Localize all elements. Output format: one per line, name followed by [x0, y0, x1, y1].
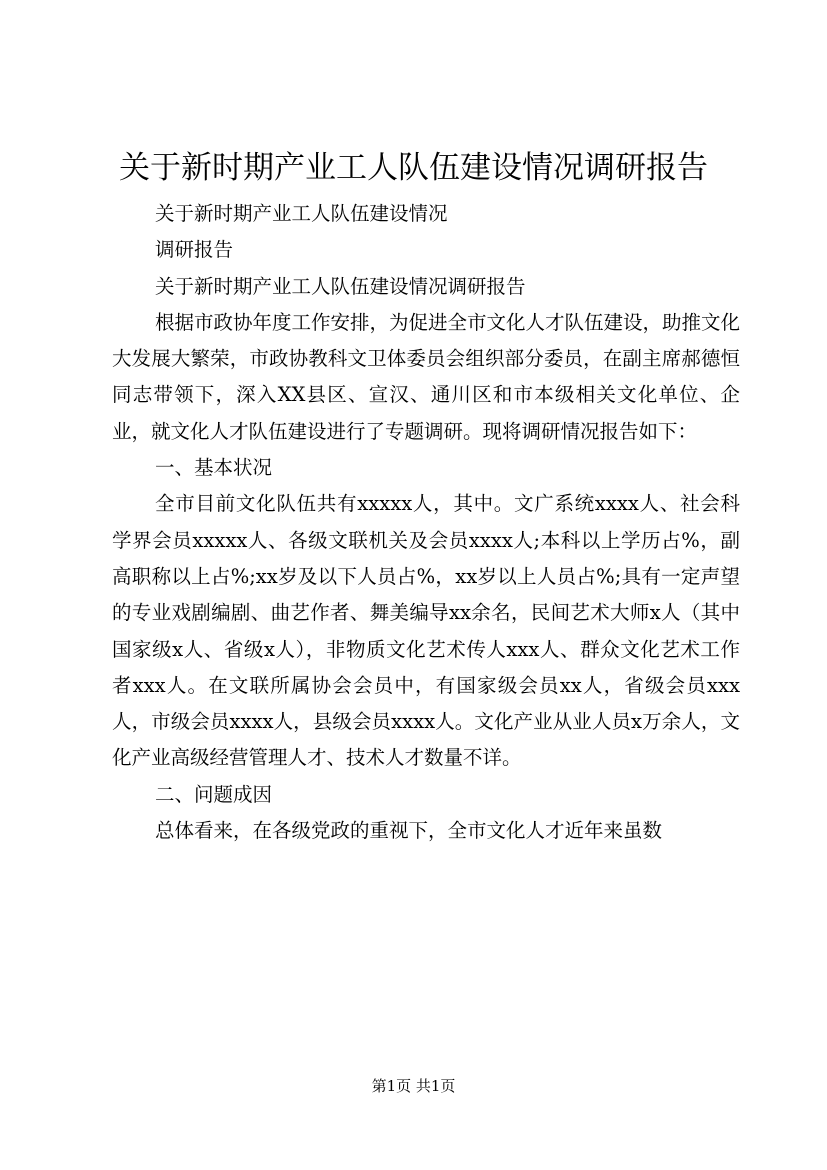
paragraph-repeated-title: 关于新时期产业工人队伍建设情况调研报告	[155, 274, 526, 298]
section-heading-problems: 二、问题成因	[155, 782, 273, 806]
document-body	[112, 196, 740, 849]
paragraph-subtitle-line-1: 关于新时期产业工人队伍建设情况	[155, 202, 448, 225]
document-title: 关于新时期产业工人队伍建设情况调研报告	[119, 150, 708, 186]
paragraph-subtitle-line-2: 调研报告	[155, 238, 234, 262]
section-heading-basic-situation: 一、基本状况	[155, 456, 273, 480]
paragraph-basic-situation: 全市目前文化队伍共有xxxxx人，其中。文广系统xxxx人、社会科学界会员xxxxx人、各级文联机关及会员xxxx人;本科以上学历占%，副高职称以上占%;xx岁及以下人员占%，xx岁以上人员占%;具有一定声望的专业戏剧编剧、曲艺作者、舞美编导xx余名，民间艺术大师x人（其中国家级x人、省级x人），非物质文化艺术传人xxx人、群众文化艺术工作者xxx人。在文联所属协会会员中，有国家级会员xx人，省级会员xxx人，市级会员xxxx人，县级会员xxxx人。文化产业从业人员x万余人，文化产业高级经营管理人才、技术人才数量不详。	[112, 492, 740, 770]
page-number-footer: 第1页 共1页	[371, 1077, 456, 1095]
paragraph-problems: 总体看来，在各级党政的重视下，全市文化人才近年来虽数	[155, 819, 663, 843]
paragraph-intro: 根据市政协年度工作安排，为促进全市文化人才队伍建设，助推文化大发展大繁荣，市政协教科文卫体委员会组织部分委员，在副主席郝德恒同志带领下，深入XX县区、宣汉、通川区和市本级相关文化单位、企业，就文化人才队伍建设进行了专题调研。现将调研情况报告如下：	[112, 310, 741, 443]
